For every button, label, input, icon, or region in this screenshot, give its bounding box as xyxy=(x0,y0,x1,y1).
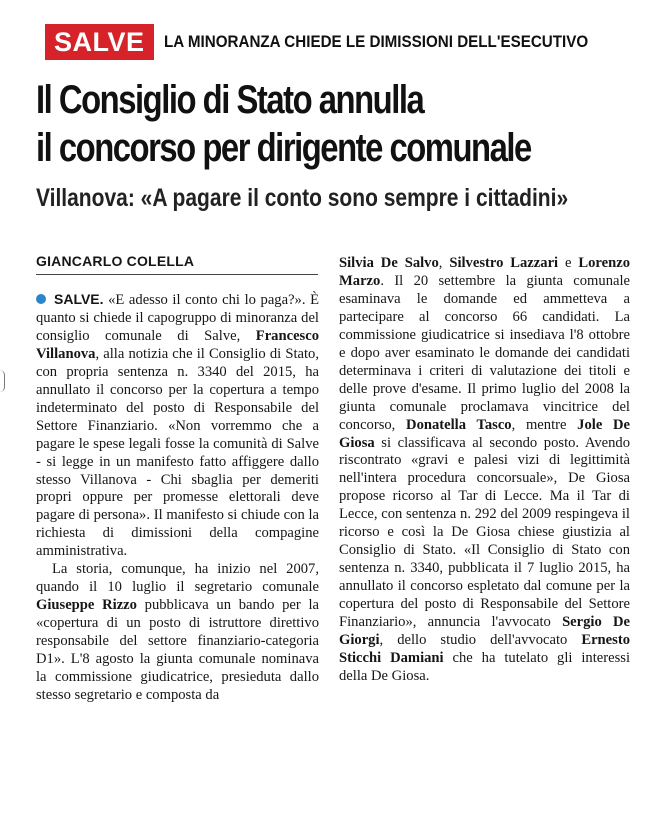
article-paragraph-2-continued xyxy=(339,255,630,686)
subtitle: Villanova: «A pagare il conto sono sempre i cittadini» xyxy=(36,184,569,212)
person-name: Lorenzo Marzo xyxy=(339,255,631,289)
article-paragraph-2 xyxy=(36,561,319,705)
article-text: pubblicava un bando per la «copertura di un posto di istruttore direttivo responsabile del settore finanziario-categoria D1». L'8 agosto la giunta comunale nominava la commissione giudicatrice, presieduta dallo stesso segretario e composta da xyxy=(36,597,319,703)
article-text: e xyxy=(558,255,579,271)
person-name: Sergio De Giorgi xyxy=(339,614,631,649)
person-name: Giuseppe Rizzo xyxy=(36,597,137,614)
person-name: Silvia De Salvo xyxy=(339,255,439,271)
person-name: Jole De Giosa xyxy=(339,416,631,451)
article-text: , xyxy=(438,255,450,271)
kicker xyxy=(45,22,625,62)
article-text: «E adesso il conto chi lo paga?». È quanto si chiede il capogruppo di minoranza del consiglio comunale di Salve, xyxy=(36,292,319,344)
article-text: che ha tutelato gli interessi della De Giosa. xyxy=(339,649,630,684)
article-text: si classificava al secondo posto. Avendo riscontrato «gravi e palesi vizi di legittimità nell'intera procedura concorsuale», De Giosa propose ricorso al Tar di Lecce. Ma il Tar di Lecce, con sentenza n. 292 del 2009 respingeva il ricorso e così la De Giosa chiese giustizia al Consiglio di Stato. «Il Consiglio di Stato con sentenza n. 3340, pubblicata il 7 luglio 2015, ha annullato il concorso espletato dal comune per la copertura del posto di Responsabile del Settore Finanziario», annuncia l'avvocato xyxy=(339,434,630,631)
headline xyxy=(36,76,626,172)
section-tag: SALVE xyxy=(45,24,154,60)
person-name: Silvestro Lazzari xyxy=(449,255,559,271)
kicker-text: LA MINORANZA CHIEDE LE DIMISSIONI DELL'ESECUTIVO xyxy=(163,32,588,51)
article-text: , dello studio dell'avvocato xyxy=(379,632,582,649)
headline-line-2: il concorso per dirigente comunale xyxy=(36,126,531,170)
person-name: Donatella Tasco xyxy=(406,416,512,433)
person-name: Francesco Villanova xyxy=(36,327,319,362)
article-column-2 xyxy=(339,255,630,686)
person-name: Ernesto Sticchi Damiani xyxy=(339,632,630,666)
byline: GIANCARLO COLELLA xyxy=(36,253,318,275)
blue-dot-icon xyxy=(36,294,46,304)
article-text: . Il 20 settembre la giunta comunale esaminava le domande ed ammetteva a partecipare al concorso 66 candidati. La commissione giudicatrice si insediava l'8 ottobre e dopo aver esaminato le domande dei candidati determinava i criteri di valutazione dei titoli e delle prove d'esame. Il primo luglio del 2008 la giunta comunale proclamava vincitrice del concorso, xyxy=(339,272,630,433)
dateline-location: SALVE. xyxy=(54,291,104,307)
article-text: , mentre xyxy=(511,416,578,433)
headline-line-1: Il Consiglio di Stato annulla xyxy=(36,78,424,122)
article-paragraph-1 xyxy=(36,291,319,561)
article-text: La storia, comunque, ha inizio nel 2007, quando il 10 luglio il segretario comunale xyxy=(36,561,319,596)
article-text: , alla notizia che il Consiglio di Stato, con propria sentenza n. 3340 del 2015, ha annullato il concorso per la copertura a tempo indeterminato del posto di Responsabile del Settore Finanziario. «Non vorremmo che a pagare le spese legali fosse la comunità di Salve - si legge in un manifesto fatto affiggere dallo stesso Villanova - Chi sbaglia per demeriti propri oppure per promesse elettorali deve pagare di persona». Il manifesto si chiude con la richiesta di dimissioni della compagine amministrativa. xyxy=(36,345,319,560)
article-column-1 xyxy=(36,291,319,705)
page-edge-mark xyxy=(0,370,5,392)
